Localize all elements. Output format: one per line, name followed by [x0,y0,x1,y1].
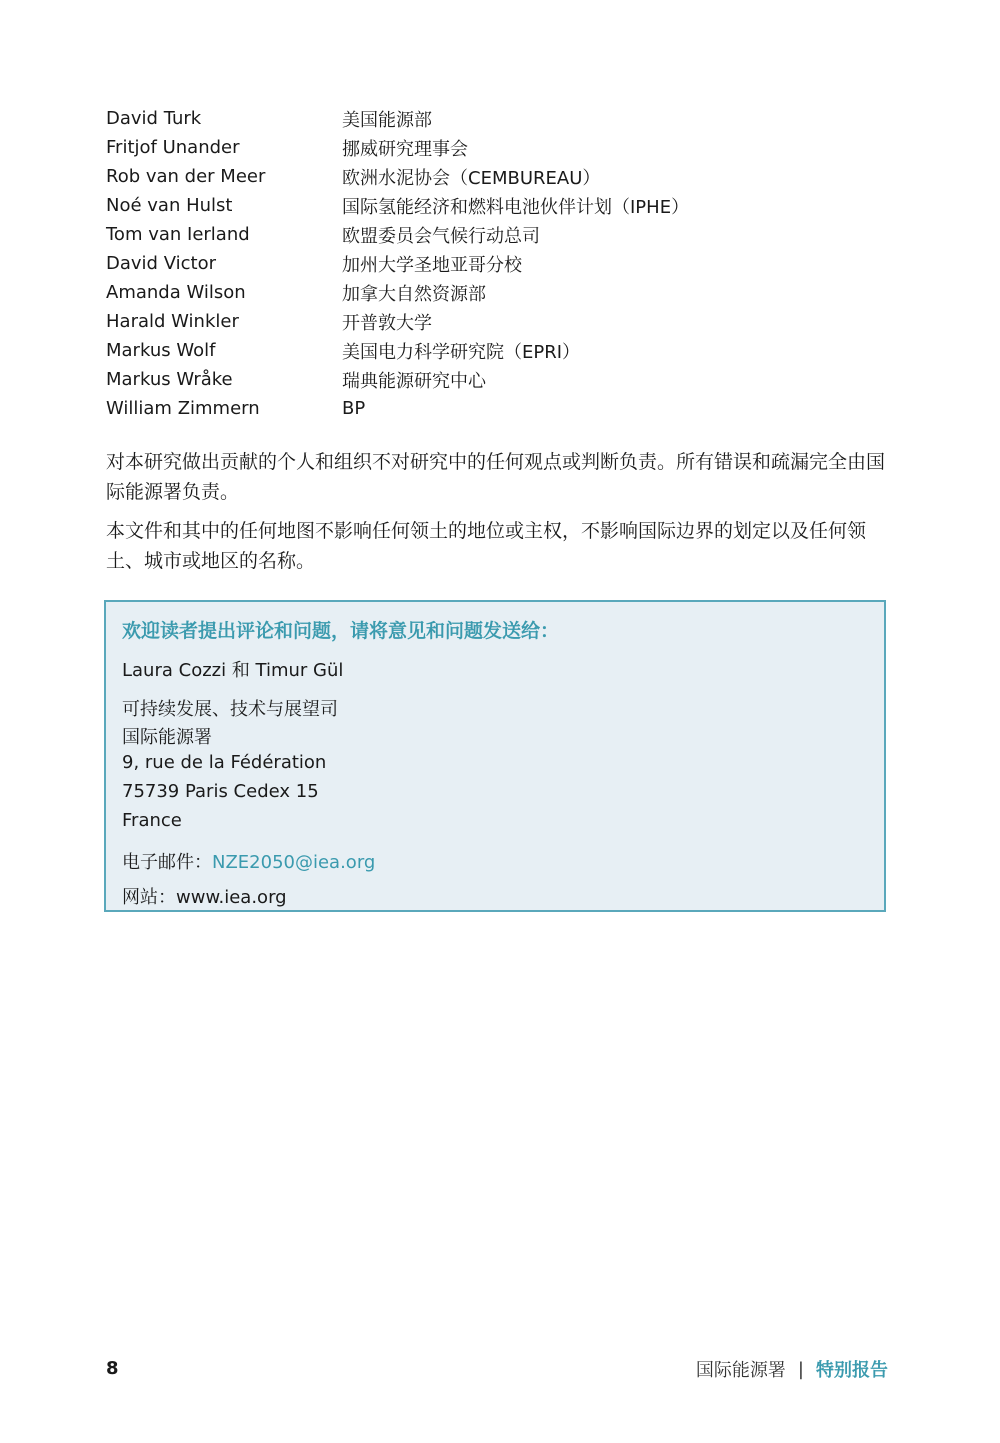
contributor-row [106,365,906,394]
map-disclaimer-paragraph: 本文件和其中的任何地图不影响任何领土的地位或主权，不影响国际边界的划定以及任何领土、城市或地区的名称。 [106,520,867,572]
contributor-name: Harald Winkler [106,311,239,332]
web-link[interactable]: www.iea.org [176,887,287,908]
contact-street: 9, rue de la Fédération [122,752,327,773]
contributor-org: 欧洲水泥协会（CEMBUREAU） [342,167,601,189]
contact-city: 75739 Paris Cedex 15 [122,781,319,802]
contributor-org: 加拿大自然资源部 [342,283,486,305]
contact-agency: 国际能源署 [122,727,212,748]
contributor-name: Markus Wråke [106,369,233,390]
contributor-list [106,104,906,423]
page-number: 8 [106,1358,119,1379]
contact-names: Laura Cozzi 和 Timur Gül [122,660,344,681]
contact-department: 可持续发展、技术与展望司 [122,699,338,720]
contact-box [104,600,886,912]
contributor-name: Noé van Hulst [106,195,233,216]
contributor-name: Fritjof Unander [106,137,240,158]
contact-email-line [122,848,375,874]
contributor-org: 加州大学圣地亚哥分校 [342,254,522,276]
web-label: 网站： [122,887,176,908]
contributor-org: 挪威研究理事会 [342,138,468,160]
contributor-row [106,104,906,133]
contributor-org: 国际氢能经济和燃料电池伙伴计划（IPHE） [342,196,690,218]
contributor-name: Markus Wolf [106,340,216,361]
contributor-name: Amanda Wilson [106,282,246,303]
email-label: 电子邮件： [122,852,212,873]
contributor-row [106,394,906,423]
contributor-name: David Victor [106,253,216,274]
contributor-row [106,162,906,191]
contributor-row [106,278,906,307]
email-link[interactable]: NZE2050@iea.org [212,852,376,873]
contact-box-title: 欢迎读者提出评论和问题，请将意见和问题发送给： [122,620,560,642]
contributor-row [106,336,906,365]
disclaimer-paragraph: 对本研究做出贡献的个人和组织不对研究中的任何观点或判断负责。所有错误和疏漏完全由国际能源署负责。 [106,451,886,503]
contributor-row [106,307,906,336]
contributor-row [106,249,906,278]
contributor-row [106,220,906,249]
contact-web-line [122,883,287,909]
contributor-name: Tom van Ierland [106,224,250,245]
contributor-name: Rob van der Meer [106,166,266,187]
footer-separator: | [797,1358,804,1380]
contact-country: France [122,810,182,831]
contributor-org: 瑞典能源研究中心 [342,370,486,392]
contributor-org: 美国电力科学研究院（EPRI） [342,341,581,363]
footer-org: 国际能源署 [695,1360,786,1381]
contributor-row [106,133,906,162]
contributor-org: BP [342,398,366,419]
contributor-org: 欧盟委员会气候行动总司 [342,225,540,247]
contributor-org: 开普敦大学 [342,312,432,334]
contributor-org: 美国能源部 [342,109,432,131]
contributor-name: William Zimmern [106,398,260,419]
footer-report-type: 特别报告 [816,1360,888,1381]
contributor-name: David Turk [106,108,202,129]
contributor-row [106,191,906,220]
footer-branding [696,1356,888,1382]
